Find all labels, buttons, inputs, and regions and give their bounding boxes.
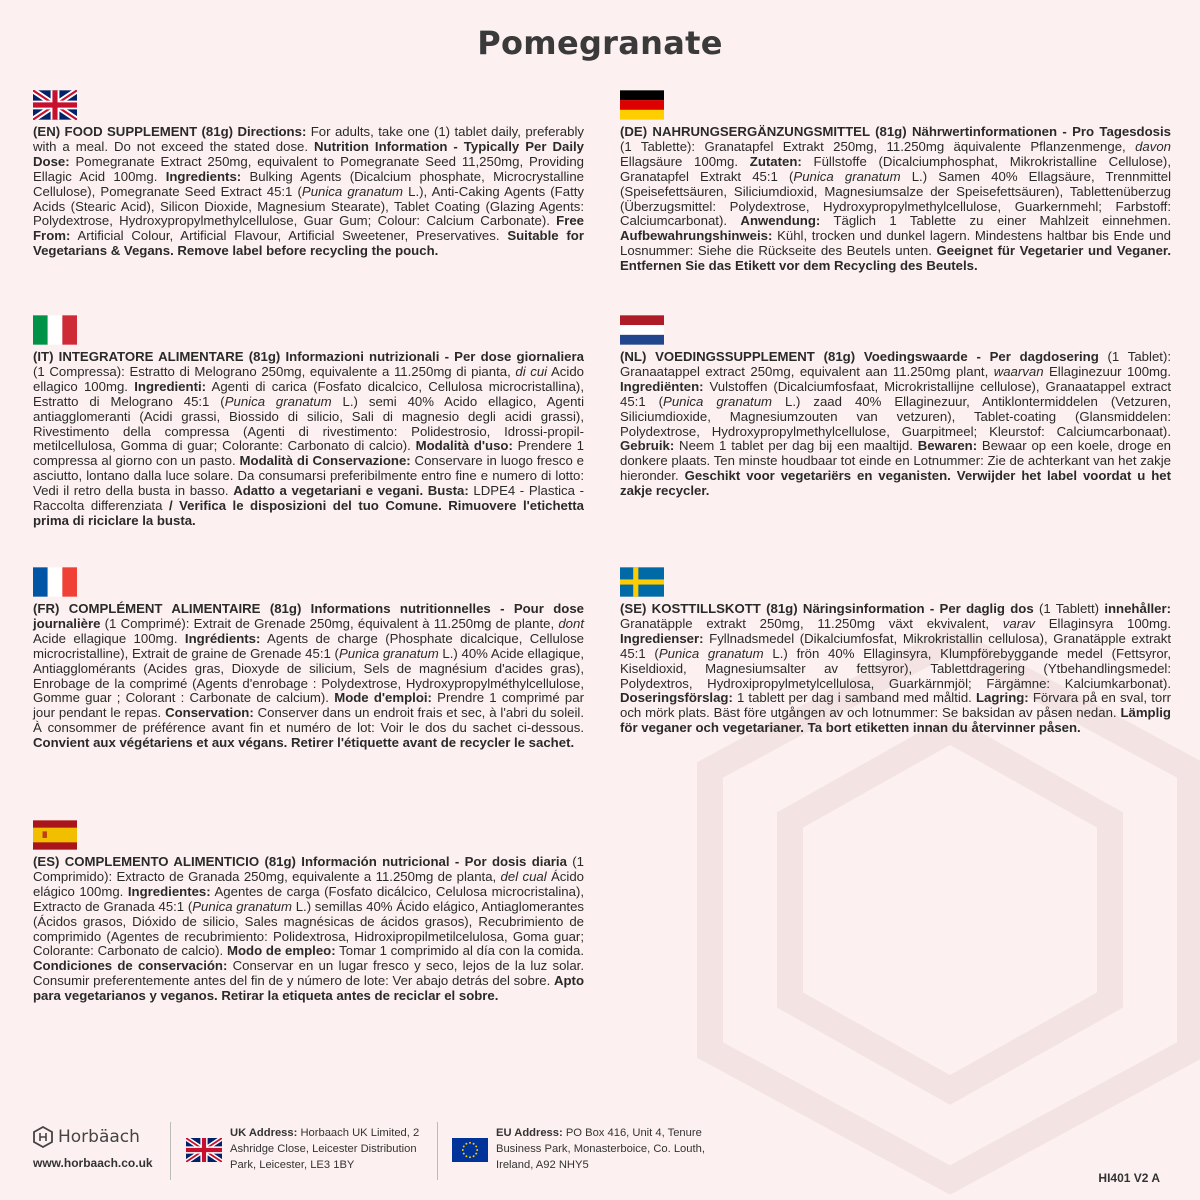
section-nl (620, 315, 1171, 499)
bold-segment: Zutaten: (749, 153, 802, 169)
text-segment: Prendre 1 comprimé par jour pendant le repas. (33, 690, 584, 721)
text-segment: Förvara på en sval, torr och mörk plats. Bäst före utgången av och lotnummer: Se baksidan av påsen nedan. (620, 690, 1171, 721)
text-segment: Ellaginezuur 100mg. (1043, 363, 1172, 379)
footer (0, 1118, 1200, 1200)
text-segment: L.) 40% Acide ellagique, Antiagglomérants (Acides gras, Dioxyde de silicium, Sels de magnésium d'acides gras), Enrobage de la comprimé (Agents d'enrobage : Polydextrose, Hydroxypropylméthylcellulose, Gomme guar ; Colorant : Carbonate de calcium). (33, 645, 585, 706)
text-segment: Conservar en un lugar fresco y seco, lejos de la luz solar. Consumir preferentemente antes del fin de y número de lote: Ver abajo detrás del sobre. (33, 958, 585, 989)
bold-segment: Geeignet für Vegetarier und Veganer. Entfernen Sie das Etikett vor dem Recycling des Beutels. (620, 243, 1171, 274)
bold-segment: Bewaren: (917, 438, 978, 454)
text-segment: For adults, take one (1) tablet daily, preferably with a meal. Do not exceed the stated dose. (33, 124, 584, 154)
italic-segment: Punica granatum (224, 393, 332, 409)
section-se (620, 567, 1171, 736)
bold-segment: Lagring: (975, 690, 1029, 706)
eu-flag-icon (452, 1138, 488, 1162)
bold-segment: (FR) COMPLÉMENT ALIMENTAIRE (81g) Informations nutritionnelles - Pour dose journalière (33, 601, 584, 631)
italic-segment: Punica granatum (658, 645, 764, 661)
hexagon-logo-icon (33, 1126, 53, 1148)
bold-segment: Modalità di Conservazione: (239, 453, 411, 469)
eu-address (496, 1126, 706, 1173)
text-segment: Füllstoffe (Dicalciumphosphat, Mikrokristalline Cellulose), Granatapfel Extrakt 45:1 ( (620, 153, 1171, 184)
text-segment: (1 Tablet): Granaatappel extract 250mg, equivalent aan 11.250mg plant, (620, 349, 1171, 379)
text-segment: Pomegranate Extract 250mg, equivalent to Pomegranate Seed 11,250mg, Providing Ellagic Acid 100mg. (33, 153, 584, 184)
text-segment: (1 Tablett) (1033, 601, 1105, 616)
bold-segment: Lämplig för veganer och vegetarianer. Ta bort etiketten innan du återvinner påsen. (620, 705, 1171, 736)
uk-flag-icon (186, 1138, 222, 1162)
bold-segment: Adatto a vegetariani e vegani. Busta: (233, 483, 469, 499)
text-segment: (1 Comprimé): Extrait de Grenade 250mg, équivalent à 11.250mg de plante, (100, 615, 559, 631)
bold-segment: Ingredienser: (620, 630, 704, 646)
divider (170, 1122, 171, 1180)
text-segment: Tomar 1 comprimido al día con la comida. (335, 943, 584, 959)
bold-segment: Gebruik: (620, 438, 675, 454)
text-segment: Kühl, trocken und dunkel lagern. Mindestens haltbar bis Ende und Losnummer: Siehe die Rückseite des Beutels unten. (620, 228, 1171, 259)
bold-segment: Doseringsförslag: (620, 690, 733, 706)
france-flag-icon (33, 567, 77, 597)
bold-segment: (SE) KOSTTILLSKOTT (81g) Näringsinformation - Per daglig dos (620, 601, 1034, 616)
bold-segment: innehåller: (1104, 601, 1172, 616)
text-segment: Conserver dans un endroit frais et sec, à l'abri du soleil. À consommer de préférence avant fin et numéro de lot: Voir le dos du sachet ci-dessous. (33, 705, 584, 736)
section-text (620, 602, 1171, 736)
uk-address-label: UK Address: (230, 1127, 298, 1139)
germany-flag-icon (620, 90, 664, 120)
text-segment: Conservare in luogo fresco e asciutto, lontano dalla luce solare. Da consumarsi preferibilmente entro fine e numero di lotto: Vedi il retro della busta in basso. (33, 453, 585, 499)
bold-segment: Anwendung: (740, 213, 821, 229)
bold-segment: Geschikt voor vegetariërs en veganisten. Verwijder het label voordat u het zakje recycler. (620, 468, 1171, 499)
page-title: Pomegranate (477, 24, 723, 62)
sweden-flag-icon (620, 567, 664, 597)
eu-address-text: PO Box 416, Unit 4, Tenure Business Park, Monasterboice, Co. Louth, Ireland, A92 NHY5 (496, 1127, 705, 1171)
bold-segment: Condiciones de conservación: (33, 958, 228, 974)
italic-segment: del cual (500, 868, 547, 884)
section-text (33, 350, 584, 529)
text-segment: L.) semi 40% Acido ellagico, Agenti antiagglomeranti (Acidi grassi, Biossido di silicio, Sali di magnesio degli acidi grassi), Rivestimento della compressa (Agenti di rivestimento: Polidestrosio, Idrossi-propil-metilcellulosa, Gomma di guar; Colorante: Carbonato di calcio). (33, 393, 585, 454)
italic-segment: davon (1135, 138, 1171, 154)
bold-segment: (ES) COMPLEMENTO ALIMENTICIO (81g) Información nutricional - Por dosis diaria (33, 854, 567, 869)
bold-segment: Aufbewahrungshinweis: (620, 228, 773, 244)
section-text (33, 125, 584, 259)
section-text (33, 602, 584, 751)
bold-segment: (EN) FOOD SUPPLEMENT (81g) Directions: (33, 124, 307, 139)
italic-segment: waarvan (993, 363, 1044, 379)
bold-segment: Ingredients: (165, 168, 242, 184)
text-segment: L.) Samen 40% Ellagsäure, Trennmittel (Speisefettsäuren, Siliciumdioxid, Magnesiumsalze der Speisefettsäuren), Tablettenüberzug (Überzugsmittel: Polydextrose, Hydroxypropylmethylcellulose, Guarkernmehl; Farbstoff: Calciumcarbonat). (620, 168, 1172, 229)
text-segment: Agenti di carica (Fosfato dicalcico, Cellulosa microcristallina), Estratto di Melograno 45:1 ( (33, 378, 584, 409)
text-segment: L.) semillas 40% Ácido elágico, Antiaglomerantes (Ácidos grasos, Dióxido de silicio, Sales magnésicas de ácidos grasos), Recubrimiento de comprimido (Agentes de recubrimiento: Polidextrosa, Hidroxipropilmetilcelulosa, Goma guar; Colorante: Carbonato de calcio). (33, 898, 584, 959)
brand-name: Horbäach (58, 1127, 140, 1147)
uk-address-text: Horbaach UK Limited, 2 Ashridge Close, Leicester Distribution Park, Leicester, LE3 1BY (230, 1127, 420, 1171)
section-en (33, 90, 584, 259)
eu-address-label: EU Address: (496, 1127, 563, 1139)
bold-segment: Ingredienti: (134, 378, 207, 394)
italic-segment: Punica granatum (338, 645, 439, 661)
italic-segment: Punica granatum (301, 183, 404, 199)
bold-segment: Mode d'emploi: (334, 690, 432, 706)
section-fr (33, 567, 584, 751)
italic-segment: Punica granatum (663, 393, 773, 409)
text-segment: Täglich 1 Tablette zu einer Mahlzeit einnehmen. (820, 213, 1171, 229)
text-segment: Acide ellagique 100mg. (33, 630, 185, 646)
section-text (620, 125, 1171, 274)
text-segment: Neem 1 tablet per dag bij een maaltijd. (674, 438, 918, 454)
section-it (33, 315, 584, 529)
section-de (620, 90, 1171, 274)
section-text (33, 855, 584, 1004)
text-segment: Vulstoffen (Dicalciumfosfaat, Microkristallijne cellulose), Granaatappel extract 45:1 ( (620, 378, 1171, 409)
text-segment: Fyllnadsmedel (Dikalciumfosfat, Mikrokristallin cellulosa), Granatäpple extrakt 45:1 ( (620, 630, 1171, 661)
text-segment: Bulking Agents (Dicalcium phosphate, Microcrystalline Cellulose), Pomegranate Seed Extract 45:1 ( (33, 168, 584, 199)
text-segment: Bewaar op een koele, droge en donkere plaats. Ten minste houdbaar tot einde en Lotnummer: Zie de achterkant van het zakje hieronder. (620, 438, 1171, 484)
bold-segment: Ingredientes: (127, 883, 211, 899)
bold-segment: Conservation: (165, 705, 254, 721)
bold-segment: (NL) VOEDINGSSUPPLEMENT (81g) Voedingswaarde - Per dagdosering (620, 349, 1099, 364)
bold-segment: Modo de empleo: (226, 943, 336, 959)
bold-segment: Suitable for Vegetarians & Vegans. Remove label before recycling the pouch. (33, 228, 584, 259)
text-segment: LDPE4 - Plastica - Raccolta differenziata (33, 483, 584, 514)
bold-segment: Ingrédients: (184, 630, 261, 646)
text-segment: (1 Compressa): Estratto di Melograno 250mg, equivalente a 11.250mg di pianta, (33, 363, 516, 379)
bold-segment: Free From: (33, 213, 584, 244)
spain-flag-icon (33, 820, 77, 850)
brand-logo (33, 1126, 140, 1148)
text-segment: (1 Tablette): Granatapfel Extrakt 250mg, 11.250mg äquivalente Pflanzenmenge, (620, 138, 1136, 154)
website-link[interactable]: www.horbaach.co.uk (33, 1156, 153, 1170)
italic-segment: di cui (515, 363, 548, 379)
bold-segment: Apto para vegetarianos y veganos. Retirar la etiqueta antes de reciclar el sobre. (33, 973, 584, 1004)
bold-segment: Ingrediënten: (620, 378, 704, 394)
bold-segment: Modalità d'uso: (415, 438, 513, 454)
text-segment: Ellagsäure 100mg. (620, 153, 750, 169)
bold-segment: (IT) INTEGRATORE ALIMENTARE (81g) Informazioni nutrizionali - Per dose giornaliera (33, 349, 584, 364)
text-segment: L.) frön 40% Ellaginsyra, Klumpförebyggande medel (Fettsyror, Kiseldioxid, Magnesiumsalter av fettsyror), Tablettdragering (Ytbehandlingsmedel: Polydextros, Hydroxipropylmetylcellulosa, Guarkärnmjöl; Färgämne: Kalciumkarbonat). (620, 645, 1171, 691)
divider (437, 1122, 438, 1180)
text-segment: 1 tablett per dag i samband med måltid. (732, 690, 976, 706)
text-segment: Agents de charge (Phosphate dicalcique, Cellulose microcristalline), Extrait de graine de Grenade 45:1 ( (33, 630, 585, 661)
text-segment: Acido ellagico 100mg. (33, 363, 584, 394)
netherlands-flag-icon (620, 315, 664, 345)
italy-flag-icon (33, 315, 77, 345)
bold-segment: Convient aux végétariens et aux végans. Retirer l'étiquette avant de recycler le sachet. (33, 735, 575, 751)
text-segment: Ellaginsyra 100mg. (1035, 615, 1171, 631)
italic-segment: dont (558, 615, 584, 631)
bold-segment: / Verifica le disposizioni del tuo Comune. Rimuovere l'etichetta prima di riciclare la busta. (33, 498, 584, 528)
section-text (620, 350, 1171, 499)
text-segment: Prendere 1 compressa al giorno con un pasto. (33, 438, 584, 469)
italic-segment: Punica granatum (793, 168, 901, 184)
uk-address (230, 1126, 430, 1173)
bold-segment: (DE) NAHRUNGSERGÄNZUNGSMITTEL (81g) Nährwertinformationen - Pro Tagesdosis (620, 124, 1171, 139)
version-code: HI401 V2 A (1098, 1171, 1160, 1185)
text-segment: (1 Comprimido): Extracto de Granada 250mg, equivalente a 11.250mg de planta, (33, 854, 584, 884)
text-segment: L.), Anti-Caking Agents (Fatty Acids (Stearic Acid), Silicon Dioxide, Magnesium Stearate), Tablet Coating (Glazing Agents: Polydextrose, Hydroxypropylmethylcellulose, Guar Gum; Colour: Calcium Carbonate). (33, 183, 584, 229)
text-segment: L.) zaad 40% Ellaginezuur, Antiklontermiddelen (Vetzuren, Siliciumdioxide, Magnesiumzouten van vetzuren), Tablet-coating (Glansmiddelen: Polydextrose, Hydroxypropylmethylcellulose, Guarpitmeel; Kleurstof: Calciumcarbonaat). (620, 393, 1171, 439)
bold-segment: Nutrition Information - Typically Per Daily Dose: (33, 138, 584, 169)
text-segment: Ácido elágico 100mg. (33, 868, 584, 899)
uk-flag-icon (33, 90, 77, 120)
section-es (33, 820, 584, 1004)
text-segment: Agentes de carga (Fosfato dicálcico, Celulosa microcristalina), Extracto de Granada 45:1 ( (33, 883, 584, 914)
italic-segment: varav (1002, 615, 1036, 631)
italic-segment: Punica granatum (192, 898, 292, 914)
text-segment: Granatäpple extrakt 250mg, 11.250mg växt ekvivalent, (620, 615, 1003, 631)
text-segment: Artificial Colour, Artificial Flavour, Artificial Sweetener, Preservatives. (70, 228, 508, 244)
